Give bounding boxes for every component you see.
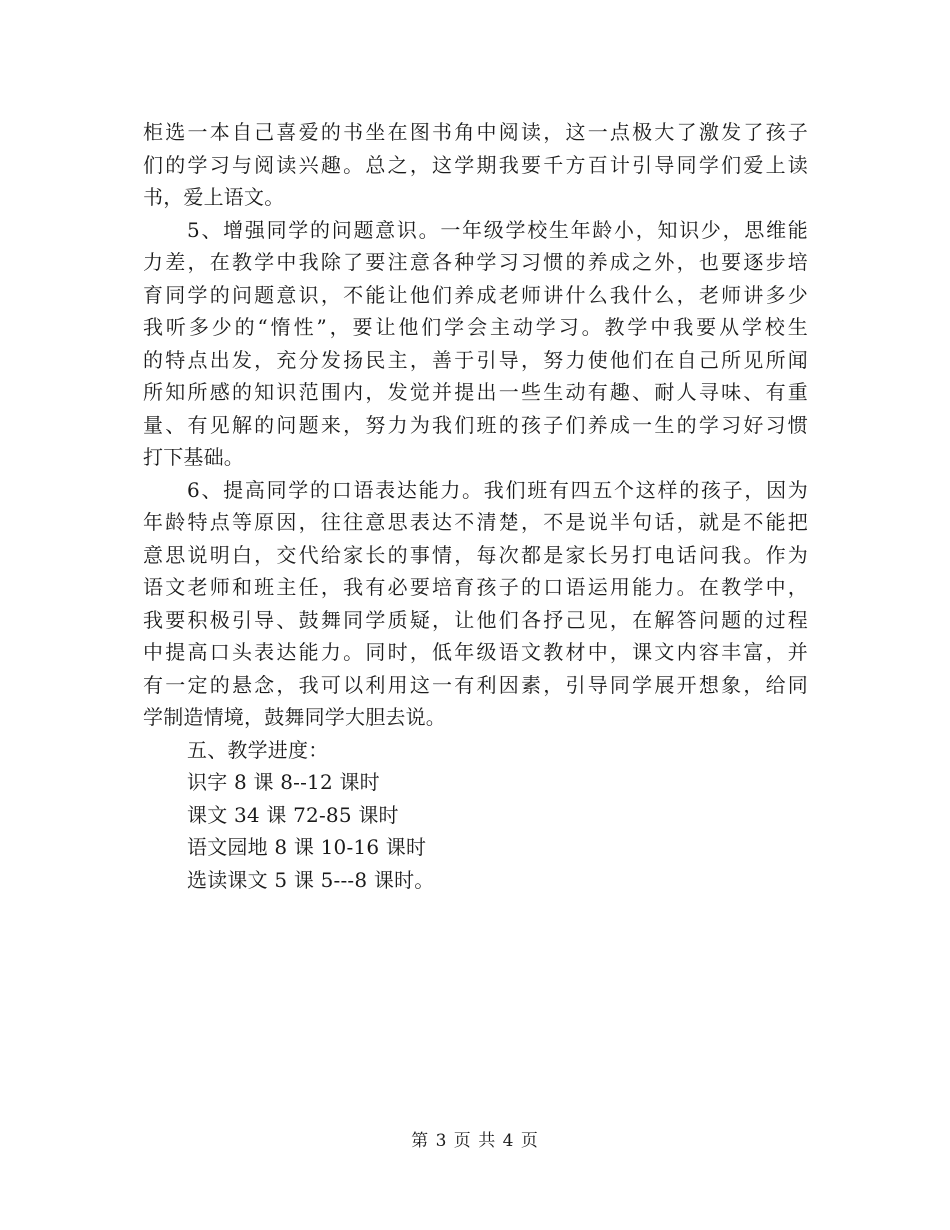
text-line: 意思说明白，交代给家长的事情，每次都是家长另打电话问我。作为: [143, 542, 808, 567]
text-line: 年龄特点等原因，往往意思表达不清楚，不是说半句话，就是不能把: [143, 510, 808, 534]
paragraph-5: [143, 214, 808, 474]
schedule-item: 选读课文 5 课 5---8 课时。: [187, 867, 435, 892]
schedule-item: 语文园地 8 课 10-16 课时: [187, 835, 427, 859]
text-line: 中提高口头表达能力。同时，低年级语文教材中，课文内容丰富，并: [143, 640, 808, 664]
text-line: 有一定的悬念，我可以利用这一有利因素，引导同学展开想象，给同: [143, 672, 808, 697]
text-line: 所知所感的知识范围内，发觉并提出一些生动有趣、耐人寻味、有重: [143, 380, 808, 404]
text-line: 柜选一本自己喜爱的书坐在图书角中阅读，这一点极大了激发了孩子: [143, 120, 808, 144]
schedule-item: 课文 34 课 72-85 课时: [187, 802, 399, 827]
text-line: 的特点出发，充分发扬民主，善于引导，努力使他们在自己所见所闻: [143, 347, 808, 372]
text-line: 力差，在教学中我除了要注意各种学习习惯的养成之外，也要逐步培: [143, 250, 808, 274]
text-line: 我要积极引导、鼓舞同学质疑，让他们各抒己见，在解答问题的过程: [143, 607, 808, 632]
text-line: 语文老师和班主任，我有必要培育孩子的口语运用能力。在教学中，: [143, 575, 808, 599]
teaching-schedule-section: [143, 734, 808, 897]
page-number: 第 3 页 共 4 页: [411, 1131, 539, 1151]
text-line: 们的学习与阅读兴趣。总之，这学期我要千方百计引导同学们爱上读: [143, 152, 808, 177]
schedule-item: 识字 8 课 8--12 课时: [187, 770, 380, 794]
paragraph-continued: [143, 116, 808, 214]
text-line: 5、增强同学的问题意识。一年级学校生年龄小，知识少，思维能: [187, 217, 808, 242]
paragraph-6: [143, 474, 808, 734]
section-heading: 五、教学进度：: [187, 737, 329, 762]
text-line: 打下基础。: [143, 445, 244, 469]
document-body: [143, 116, 808, 896]
text-line: 我听多少的“惰性”，要让他们学会主动学习。教学中我要从学校生: [143, 315, 808, 339]
text-line: 量、有见解的问题来，努力为我们班的孩子们养成一生的学习好习惯: [143, 412, 808, 437]
page-footer: [0, 1126, 950, 1151]
text-line: 6、提高同学的口语表达能力。我们班有四五个这样的孩子，因为: [187, 477, 808, 502]
text-line: 学制造情境，鼓舞同学大胆去说。: [143, 705, 446, 729]
text-line: 书，爱上语文。: [143, 185, 285, 209]
text-line: 育同学的问题意识，不能让他们养成老师讲什么我什么，老师讲多少: [143, 282, 808, 307]
